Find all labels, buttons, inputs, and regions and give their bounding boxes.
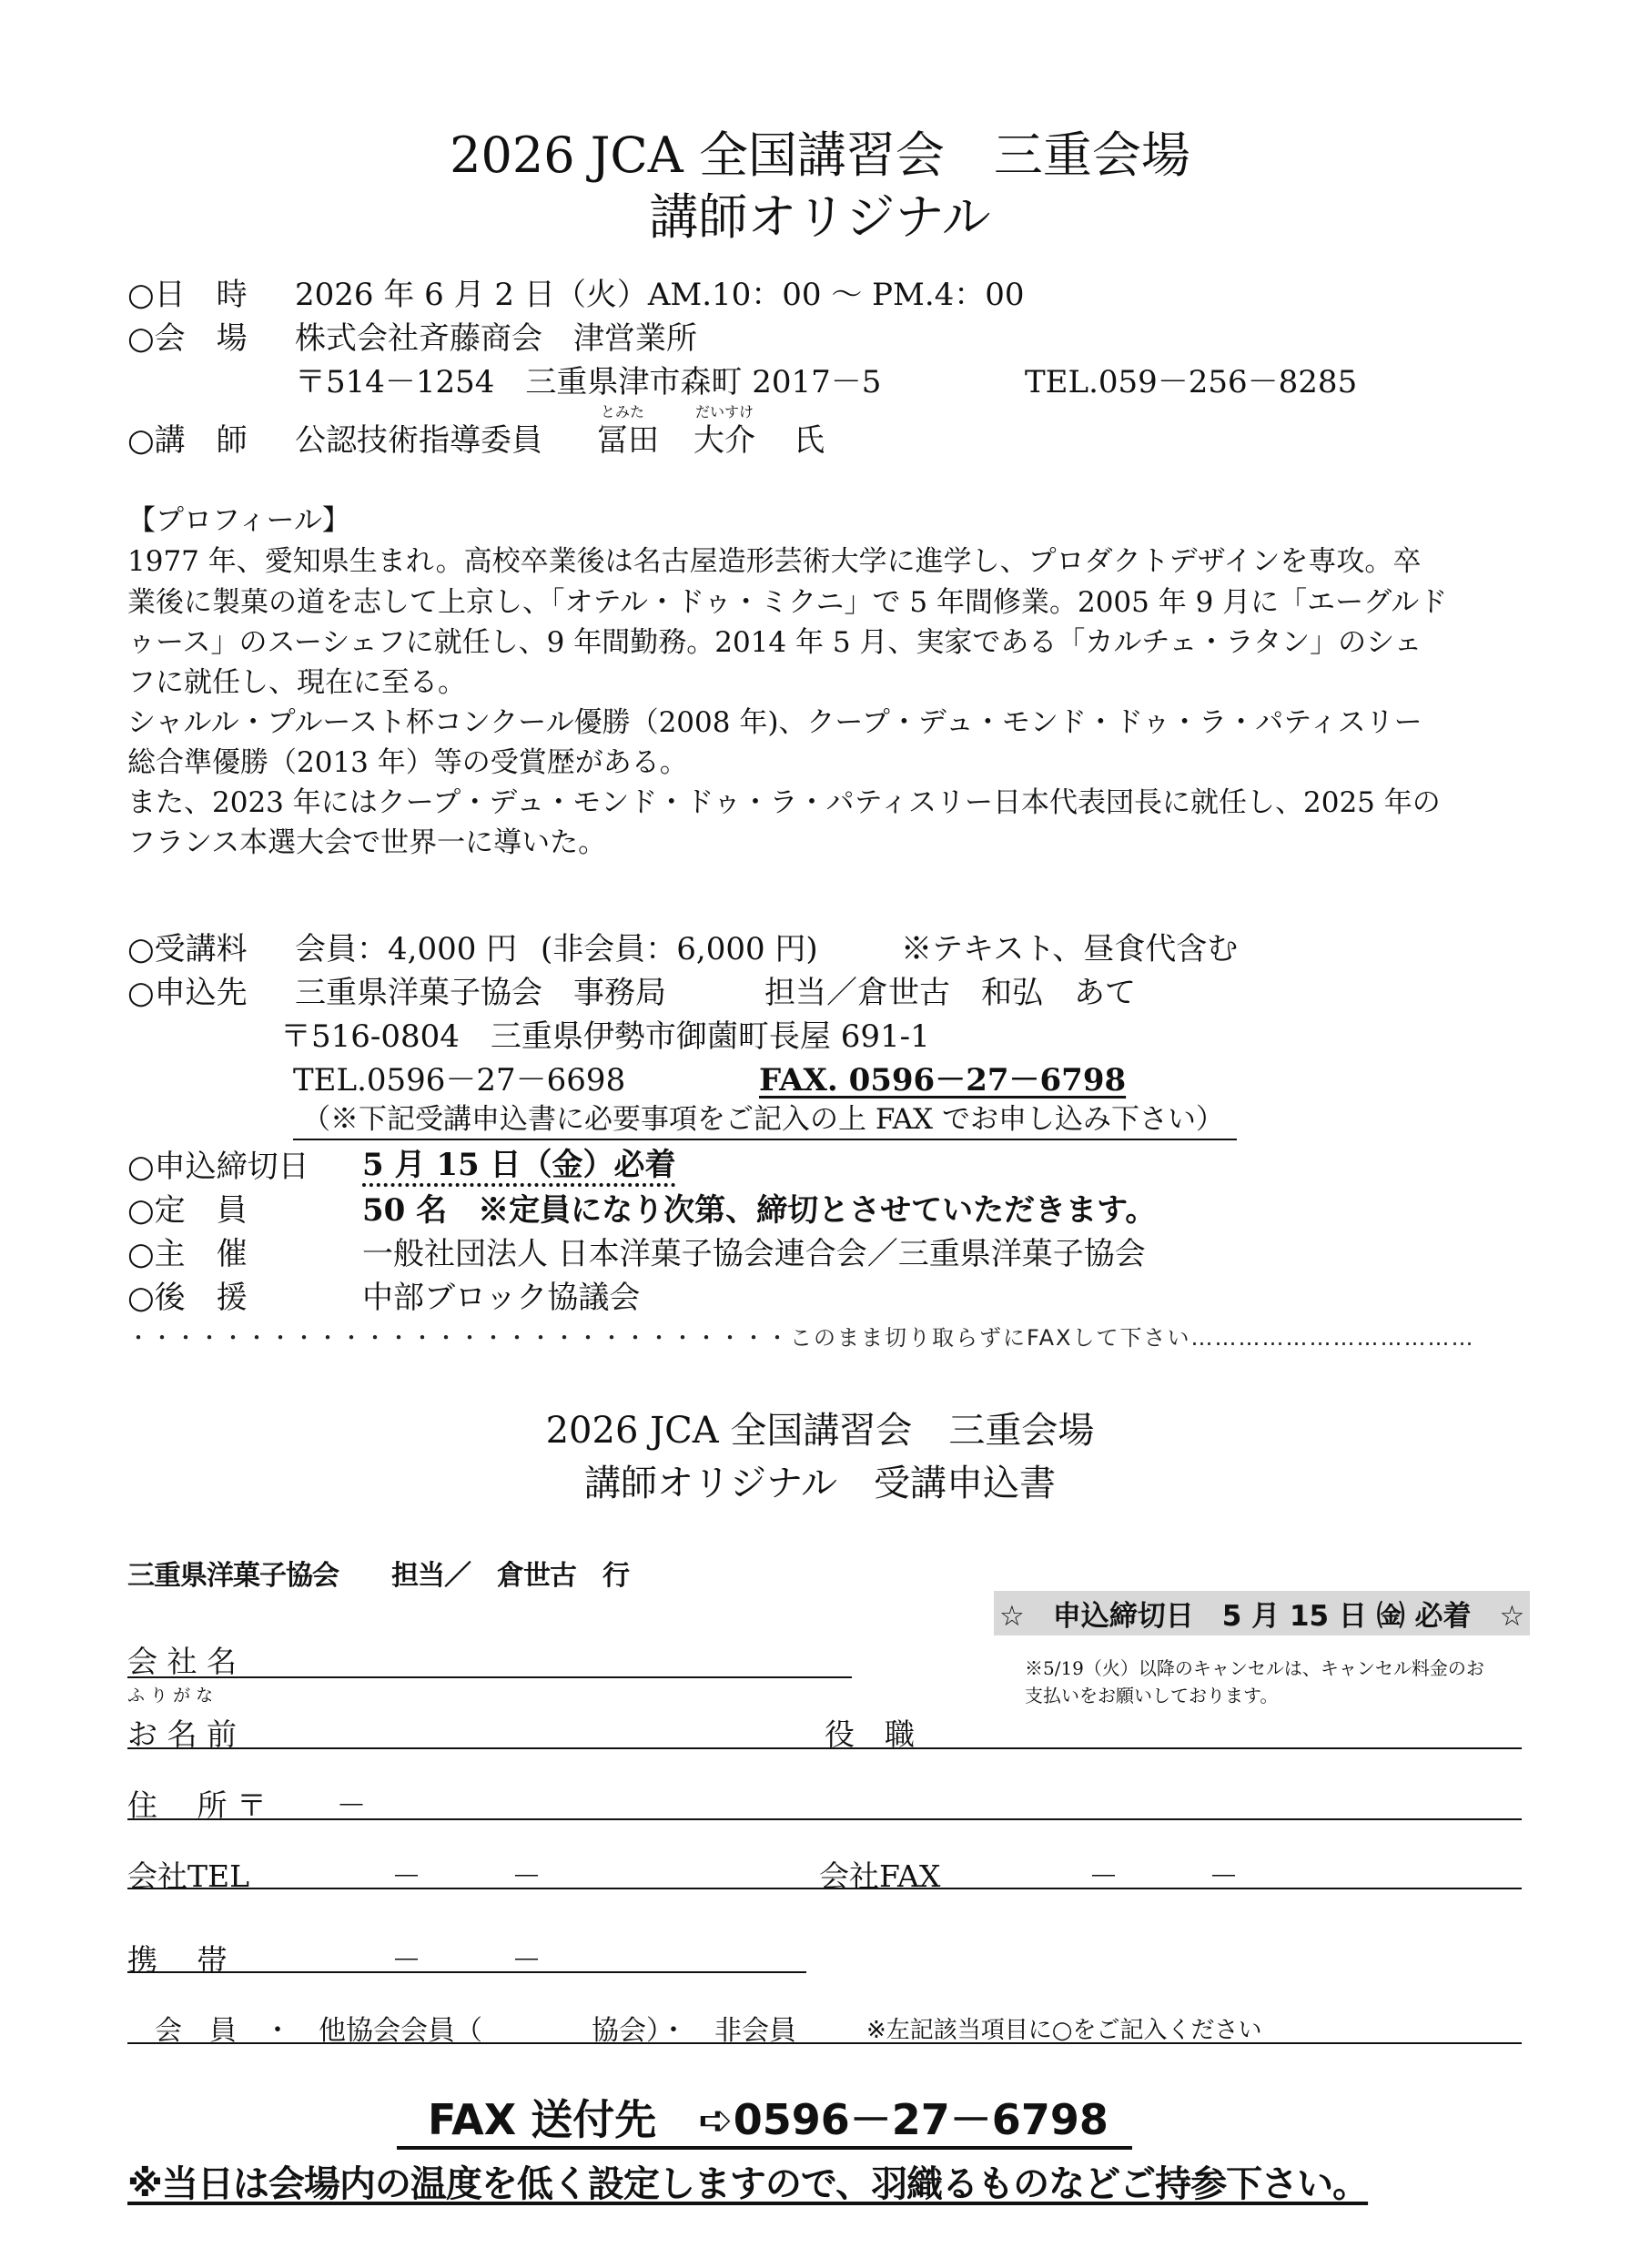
- form-title: 2026 JCA 全国講習会 三重会場: [545, 1410, 1095, 1452]
- company-label: 会 社 名: [127, 1644, 237, 1679]
- capacity-label: ○定 員: [127, 1192, 248, 1229]
- company-line[interactable]: [127, 1676, 852, 1678]
- profile-line: また、2023 年にはクープ・デュ・モンド・ドゥ・ラ・パティスリー日本代表団長に就任し、2025 年の: [127, 786, 1441, 819]
- cut-line: ・・・・・・・・・・・・・・・・・・・・・・・・・・・・このまま切り取らずにFAXして下さい………………………………: [127, 1325, 1475, 1351]
- lecturer-title: 公認技術指導委員: [295, 422, 542, 459]
- profile-heading: 【プロフィール】: [127, 504, 350, 537]
- deadline-value: 5 月 15 日（金）必着: [362, 1147, 675, 1187]
- mobile-dashes: － －: [391, 1942, 542, 1978]
- company-tel-label: 会社TEL: [127, 1858, 250, 1894]
- venue-name: 株式会社斉藤商会 津営業所: [295, 320, 697, 357]
- fee-note: ※テキスト、昼食代含む: [901, 931, 1239, 967]
- membership-line[interactable]: [127, 2042, 1522, 2044]
- form-subtitle: 講師オリジナル 受講申込書: [584, 1463, 1056, 1504]
- name-label: お 名 前: [127, 1716, 237, 1752]
- mobile-label: 携 帯: [127, 1942, 228, 1978]
- membership-options: 会 員 ・ 他協会会員（ 協会）・ 非会員: [155, 2015, 796, 2047]
- address-line[interactable]: [127, 1818, 1522, 1820]
- mobile-line[interactable]: [127, 1971, 806, 1973]
- apply-tel: TEL.0596－27－6698: [293, 1062, 626, 1099]
- venue-address: 〒514－1254 三重県津市森町 2017－5: [295, 364, 882, 400]
- support-value: 中部ブロック協議会: [362, 1280, 641, 1316]
- page-title: 2026 JCA 全国講習会 三重会場: [450, 127, 1190, 184]
- date-value: 2026 年 6 月 2 日（火）AM.10：00 ～ PM.4：00: [295, 277, 1025, 313]
- form-deadline-box: ☆ 申込締切日 5 月 15 日 ㈮ 必着 ☆: [994, 1591, 1530, 1635]
- deadline-label: ○申込締切日: [127, 1149, 309, 1185]
- lecturer-given-ruby: だいすけ: [695, 403, 754, 420]
- profile-line: フに就任し、現在に至る。: [127, 666, 466, 699]
- fee-nonmember: (非会員：6,000 円): [541, 931, 818, 967]
- lecturer-surname-ruby: とみた: [601, 403, 645, 420]
- fee-label: ○受講料: [127, 931, 248, 967]
- host-label: ○主 催: [127, 1236, 248, 1272]
- position-label: 役 職: [825, 1716, 915, 1752]
- venue-tel: TEL.059－256－8285: [1025, 364, 1358, 400]
- cancel-note: ※5/19（火）以降のキャンセルは、キャンセル料金のお支払いをお願いしております。: [1025, 1657, 1484, 1706]
- lecturer-suffix: 氏: [794, 422, 825, 459]
- membership-note: ※左記該当項目に○をご記入ください: [866, 2017, 1262, 2044]
- lecturer-label: ○講 師: [127, 422, 248, 459]
- profile-line: 1977 年、愛知県生まれ。高校卒業後は名古屋造形芸術大学に進学し、プロダクトデザインを専攻。卒: [127, 545, 1422, 578]
- apply-label: ○申込先: [127, 975, 248, 1011]
- furigana-label: ふ り が な: [127, 1686, 214, 1706]
- form-recipient: 三重県洋菓子協会 担当／ 倉世古 行: [127, 1560, 629, 1592]
- venue-label: ○会 場: [127, 320, 248, 357]
- tel-fax-line[interactable]: [127, 1888, 1522, 1889]
- apply-contact: 担当／倉世古 和弘 あて: [764, 975, 1136, 1011]
- page-subtitle: 講師オリジナル: [649, 188, 991, 246]
- host-value: 一般社団法人 日本洋菓子協会連合会／三重県洋菓子協会: [362, 1236, 1146, 1272]
- apply-address: 〒516-0804 三重県伊勢市御薗町長屋 691-1: [280, 1018, 930, 1055]
- fee-member: 会員：4,000 円: [295, 931, 518, 967]
- company-tel-dashes: － －: [391, 1858, 542, 1894]
- lecturer-surname: 冨田: [597, 422, 659, 459]
- company-fax-dashes: － －: [1088, 1858, 1239, 1894]
- name-line[interactable]: [127, 1747, 1522, 1749]
- profile-line: 総合準優勝（2013 年）等の受賞歴がある。: [127, 746, 688, 779]
- profile-line: フランス本選大会で世界一に導いた。: [127, 826, 607, 859]
- profile-line: ゥース」のスーシェフに就任し、9 年間勤務。2014 年 5 月、実家である「カルチェ・ラタン」のシェ: [127, 626, 1422, 659]
- apply-fax: FAX. 0596－27－6798: [759, 1062, 1127, 1099]
- capacity-value: 50 名 ※定員になり次第、締切とさせていただきます。: [362, 1192, 1157, 1229]
- date-label: ○日 時: [127, 277, 248, 313]
- profile-line: 業後に製菓の道を志して上京し、「オテル・ドゥ・ミクニ」で 5 年間修業。2005 年 9 月に「エーグルド: [127, 586, 1448, 619]
- profile-line: シャルル・プルースト杯コンクール優勝（2008 年)、クープ・デュ・モンド・ドゥ・ラ・パティスリー: [127, 706, 1422, 739]
- address-label: 住 所 〒 －: [127, 1787, 367, 1823]
- apply-org: 三重県洋菓子協会 事務局: [295, 975, 666, 1011]
- footer-fax: FAX 送付先 ➪0596－27－6798: [397, 2093, 1132, 2150]
- lecturer-given: 大介: [693, 422, 755, 459]
- footer-note: ※当日は会場内の温度を低く設定しますので、羽織るものなどご持参下さい。: [127, 2163, 1369, 2205]
- apply-instruction: （※下記受講申込書に必要事項をご記入の上 FAX でお申し込み下さい）: [293, 1096, 1237, 1140]
- company-fax-label: 会社FAX: [819, 1858, 941, 1894]
- support-label: ○後 援: [127, 1280, 248, 1316]
